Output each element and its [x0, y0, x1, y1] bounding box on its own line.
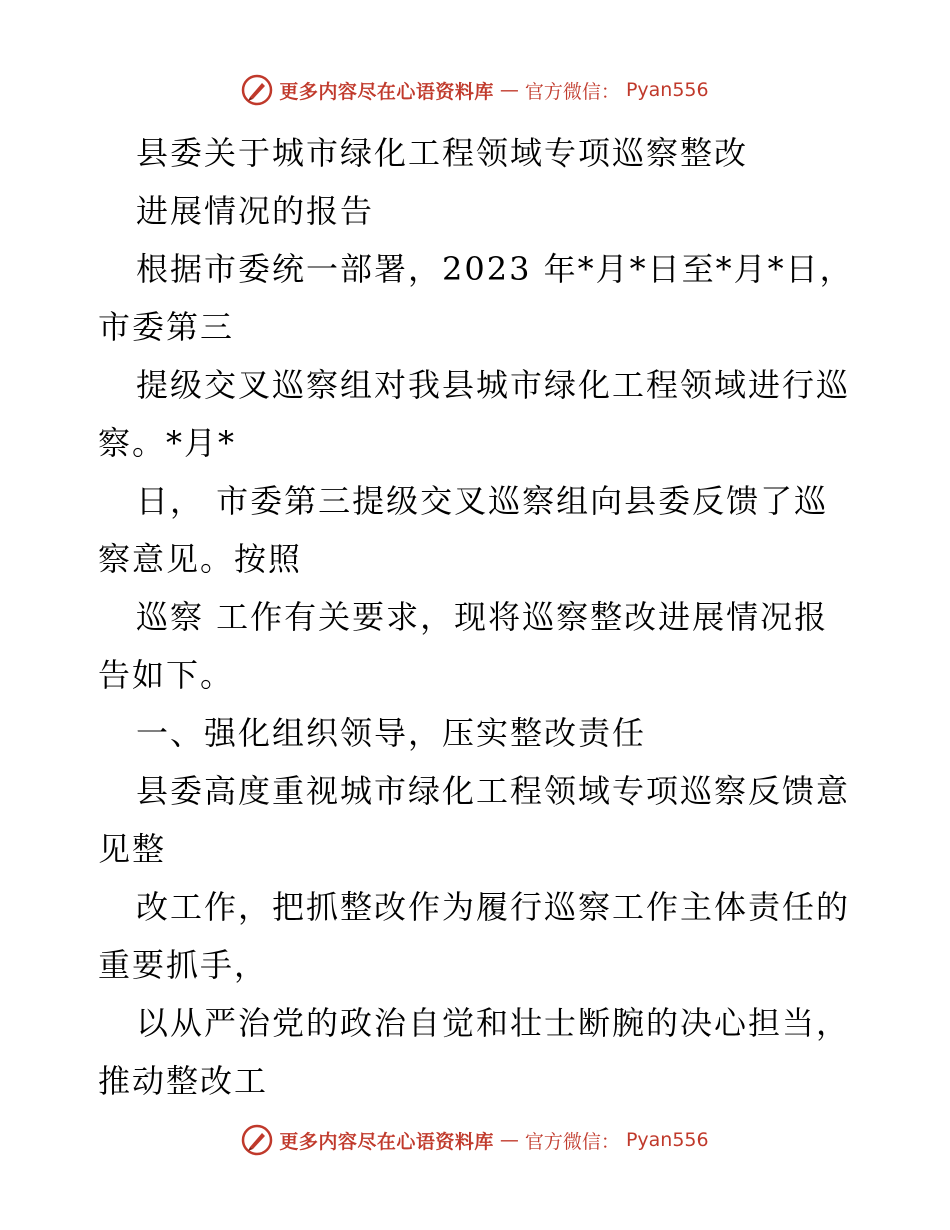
section-heading: 一、强化组织领导，压实整改责任 [136, 714, 647, 752]
document-line: 日， 市委第三提级交叉巡察组向县委反馈了巡 [136, 482, 829, 520]
document-line: 根据市委统一部署，2023 年*月*日至*月*日， [136, 250, 854, 288]
watermark-wechat-id: Pyan556 [625, 1129, 709, 1151]
document-line: 县委高度重视城市绿化工程领域专项巡察反馈意 [136, 772, 851, 810]
header-watermark [0, 72, 950, 108]
document-line: 察意见。按照 [98, 540, 303, 578]
document-line: 见整 [98, 830, 167, 868]
document-line: 巡察 工作有关要求，现将巡察整改进展情况报 [136, 598, 829, 636]
brush-pen-icon [241, 74, 273, 106]
watermark-site-text: 更多内容尽在心语资料库 [279, 1130, 494, 1153]
watermark-dash: — [499, 1129, 519, 1151]
document-line: 推动整改工 [98, 1062, 269, 1100]
footer-watermark [0, 1122, 950, 1158]
watermark-official-label: 官方微信： [524, 1130, 620, 1153]
document-line: 县委关于城市绿化工程领域专项巡察整改 [136, 134, 749, 172]
document-line: 告如下。 [98, 656, 235, 694]
document-line: 改工作，把抓整改作为履行巡察工作主体责任的 [136, 888, 851, 926]
document-line: 以从严治党的政治自觉和壮士断腕的决心担当， [136, 1004, 851, 1042]
document-line: 提级交叉巡察组对我县城市绿化工程领域进行巡 [136, 366, 851, 404]
document-line: 市委第三 [98, 308, 235, 346]
document-line: 察。*月* [98, 424, 237, 462]
watermark-site-text: 更多内容尽在心语资料库 [279, 80, 494, 103]
document-line: 进展情况的报告 [136, 192, 375, 230]
watermark-dash: — [499, 79, 519, 101]
watermark-wechat-id: Pyan556 [625, 79, 709, 101]
watermark-official-label: 官方微信： [524, 80, 620, 103]
brush-pen-icon [241, 1124, 273, 1156]
document-body [98, 124, 858, 1110]
document-line: 重要抓手， [98, 946, 269, 984]
